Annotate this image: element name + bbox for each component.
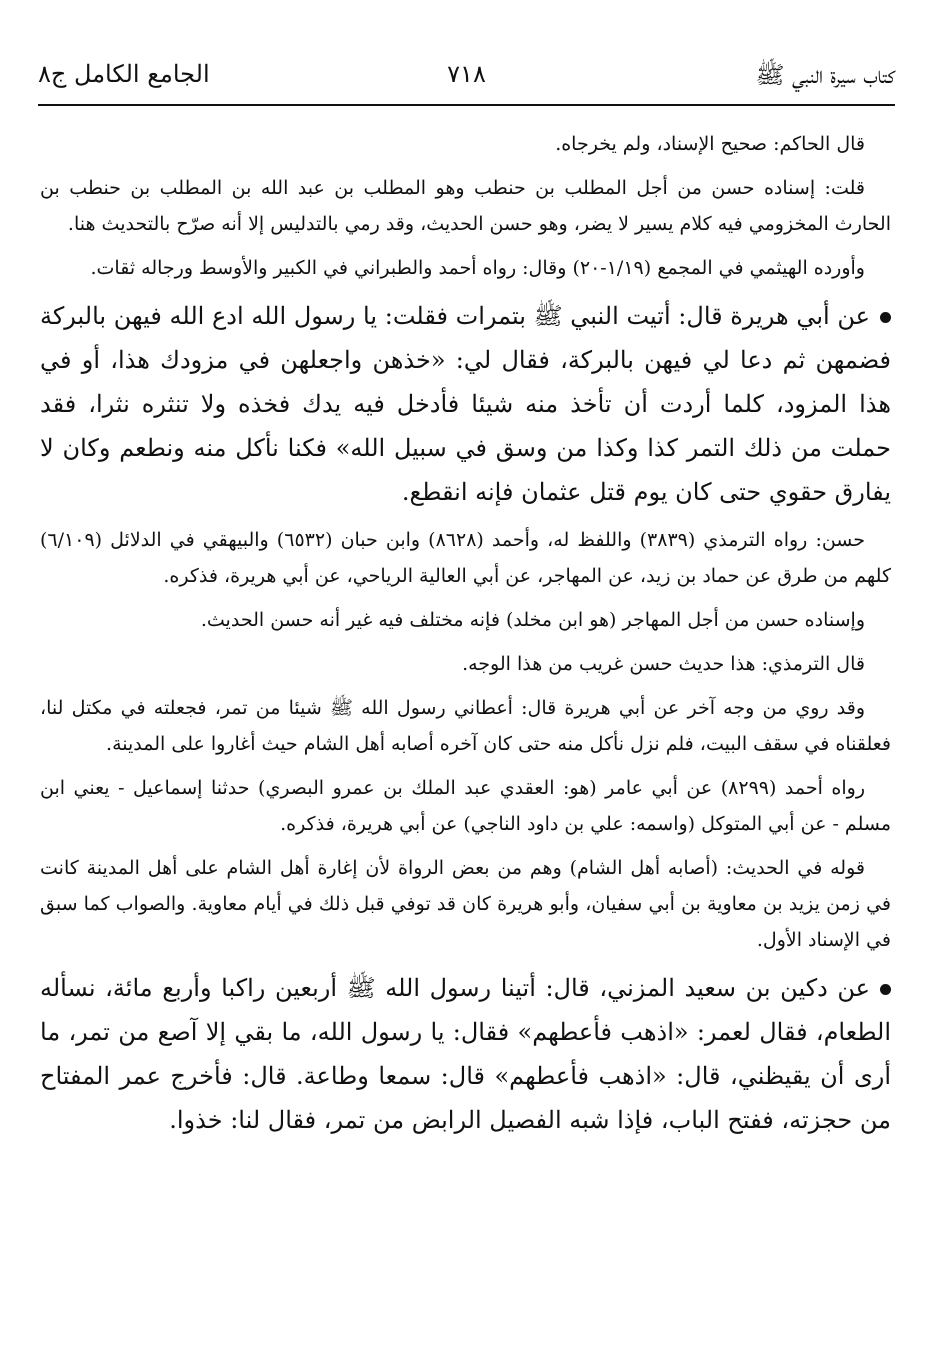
paragraph: قال الحاكم: صحيح الإسناد، ولم يخرجاه. [555, 133, 865, 155]
header-rule [38, 104, 895, 106]
hadith-paragraph: عن أبي هريرة قال: أتيت النبي ﷺ بتمرات فقلت: يا رسول الله ادع الله فيهن بالبركة فضمهن ثم دعا لي فيهن بالبركة، فقال لي: «خذهن واجعلهن في مزودك هذا، أو في هذا المزود، كلما أردت أن تأخذ منه شيئا فأدخل فيه يدك فخذه ولا تنثره نثرا، فقد حملت من ذلك التمر كذا وكذا من وسق في سبيل الله» فكنا نأكل منه ونطعم وكان لا يفارق حقوي حتى كان يوم قتل عثمان فإنه انقطع. [40, 302, 891, 506]
paragraph: حسن: رواه الترمذي (٣٨٣٩) واللفظ له، وأحمد (٨٦٢٨) وابن حبان (٦٥٣٢) والبيهقي في الدلائل (٦/١٠٩) كلهم من طرق عن حماد بن زيد، عن المهاجر، عن أبي العالية الرياحي، عن أبي هريرة، فذكره. [40, 529, 891, 587]
paragraph: قلت: إسناده حسن من أجل المطلب بن حنطب وهو المطلب بن عبد الله بن المطلب بن حنطب بن الحارث المخزومي فيه كلام يسير لا يضر، وهو حسن الحديث، وقد رمي بالتدليس إلا أنه صرّح بالتحديث هنا. [40, 177, 891, 235]
paragraph: وأورده الهيثمي في المجمع (١/١٩-٢٠) وقال: رواه أحمد والطبراني في الكبير والأوسط ورجاله ثقات. [90, 257, 865, 279]
hadith-paragraph: عن دكين بن سعيد المزني، قال: أتينا رسول الله ﷺ أربعين راكبا وأربع مائة، نسأله الطعام، فقال لعمر: «اذهب فأعطهم» فقال: يا رسول الله، ما بقي إلا آصع من تمر، ما أرى أن يقيظني، قال: «اذهب فأعطهم» قال: سمعا وطاعة. قال: فأخرج عمر المفتاح من حجزته، ففتح الباب، فإذا شبه الفصيل الرابض من تمر، فقال لنا: خذوا. [40, 974, 891, 1134]
paragraph: قال الترمذي: هذا حديث حسن غريب من هذا الوجه. [462, 653, 865, 675]
paragraph: وقد روي من وجه آخر عن أبي هريرة قال: أعطاني رسول الله ﷺ شيئا من تمر، فجعلته في مكتل لنا، فعلقناه في سقف البيت، فلم نزل نأكل منه حتى كان آخره أصابه أهل الشام حيث أغاروا على المدينة. [40, 697, 891, 755]
paragraph: رواه أحمد (٨٢٩٩) عن أبي عامر (هو: العقدي عبد الملك بن عمرو البصري) حدثنا إسماعيل - يعني ابن مسلم - عن أبي المتوكل (واسمه: علي بن داود الناجي) عن أبي هريرة، فذكره. [40, 777, 891, 835]
bullet-icon [880, 312, 891, 323]
book-title: كتاب سيرة النبي ﷺ [755, 61, 895, 89]
bullet-icon [880, 984, 891, 995]
page-number: ٧١٨ [447, 60, 486, 88]
paragraph: وإسناده حسن من أجل المهاجر (هو ابن مخلد) فإنه مختلف فيه غير أنه حسن الحديث. [200, 609, 865, 631]
page-body [40, 126, 891, 1150]
volume-title: الجامع الكامل ج٨ [38, 60, 210, 88]
page-header [38, 56, 895, 96]
paragraph: قوله في الحديث: (أصابه أهل الشام) وهم من بعض الرواة لأن إغارة أهل الشام على أهل المدينة كانت في زمن يزيد بن معاوية بن أبي سفيان، وأبو هريرة كان قد توفي قبل ذلك في أيام معاوية. والصواب كما سبق في الإسناد الأول. [40, 857, 891, 951]
